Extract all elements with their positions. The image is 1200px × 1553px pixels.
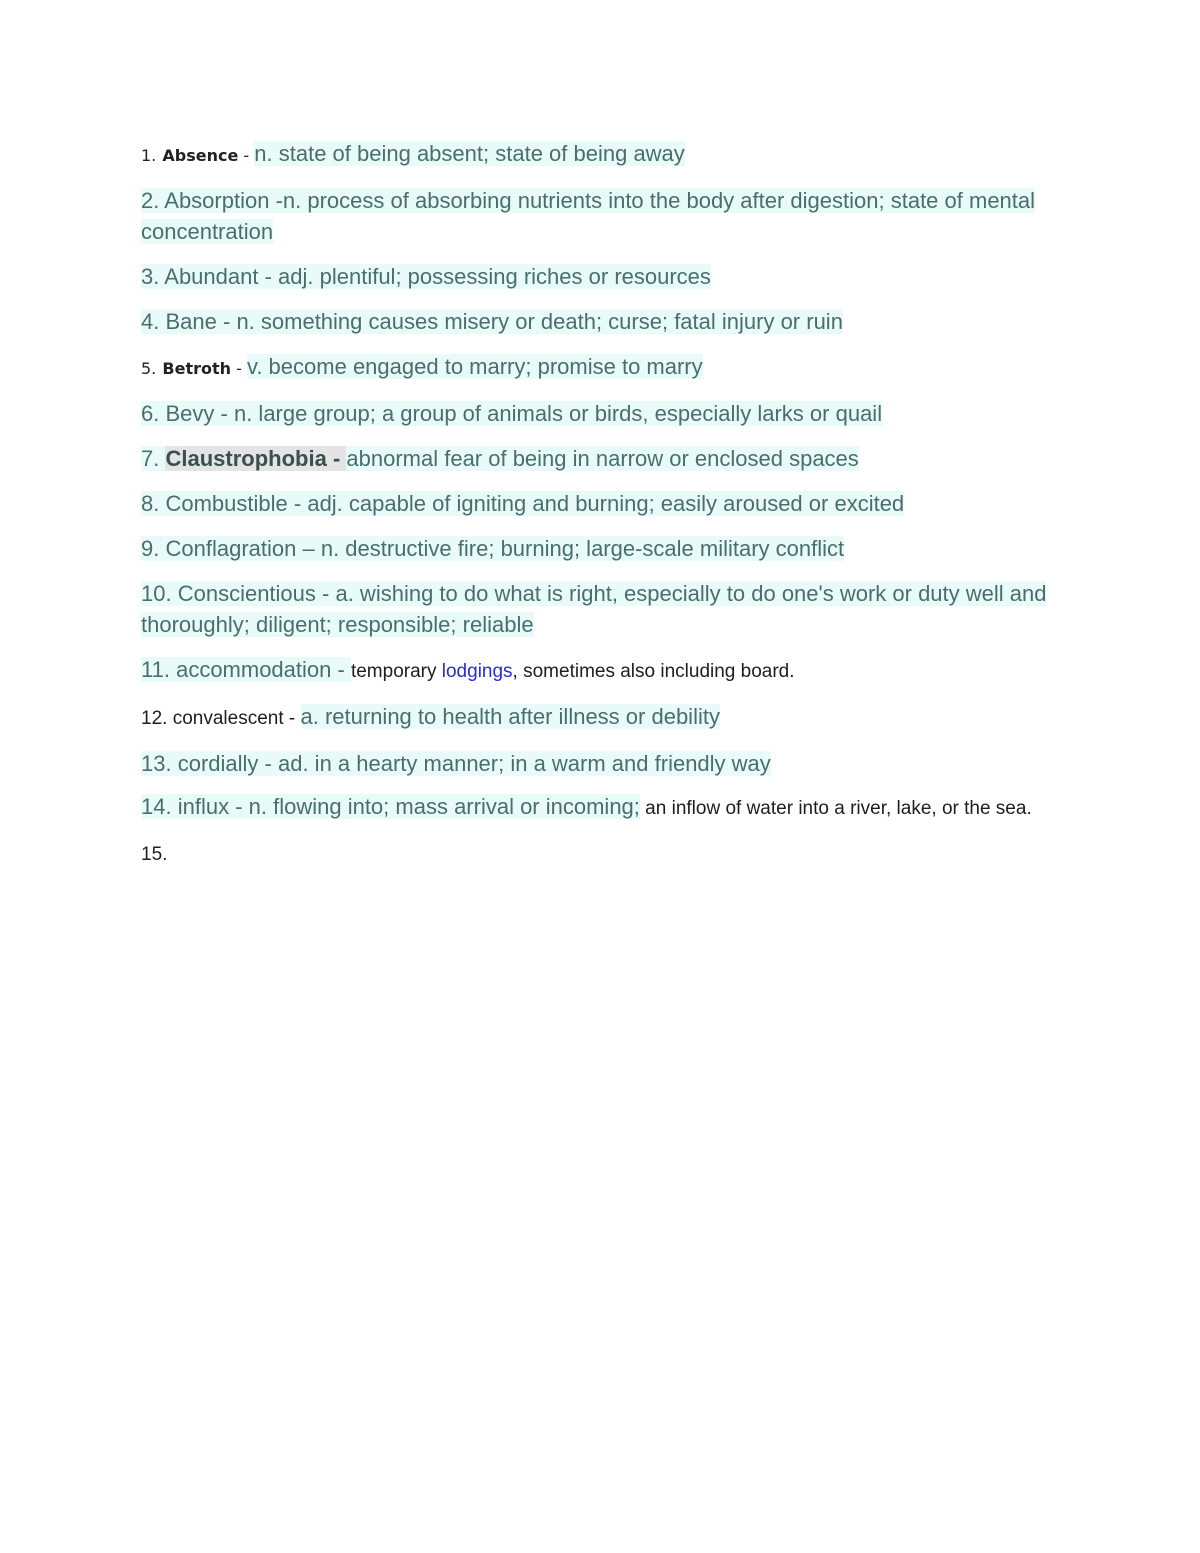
entry-number: 11. — [141, 657, 170, 682]
entry-separator: - — [283, 708, 301, 729]
entry-separator: - — [258, 751, 278, 776]
entry-number: 3. — [141, 264, 160, 289]
list-item — [141, 306, 1066, 337]
list-item — [141, 701, 1066, 734]
entry-definition: a. returning to health after illness or debility — [300, 704, 720, 729]
entry-number: 6. — [141, 401, 160, 426]
list-item — [141, 398, 1066, 429]
entry-separator: - — [229, 794, 249, 819]
entry-definition: a. wishing to do what is right, especially to do one's work or duty well and thoroughly; diligent; responsible; reliable — [141, 581, 1047, 637]
entry-word: Absence — [162, 146, 239, 165]
entry-number: 12. — [141, 708, 168, 729]
entry-number: 8. — [141, 491, 160, 516]
entry-word: Conflagration — [165, 536, 297, 561]
lodgings-link[interactable]: lodgings — [441, 661, 513, 682]
entry-definition: n. large group; a group of animals or birds, especially larks or quail — [233, 401, 883, 426]
entry-word: Conscientious — [177, 581, 316, 606]
entry-separator: - — [258, 264, 279, 289]
entry-separator: - — [326, 446, 347, 471]
list-item — [141, 578, 1066, 640]
entry-definition: ad. in a hearty manner; in a warm and friendly way — [277, 751, 771, 776]
entry-word: Abundant — [164, 264, 259, 289]
list-item — [141, 654, 1066, 687]
entry-definition: v. become engaged to marry; promise to marry — [246, 354, 703, 379]
entry-definition-extra: an inflow of water into a river, lake, or the sea. — [639, 798, 1032, 819]
entry-word: Betroth — [162, 359, 232, 378]
list-item — [141, 793, 1066, 823]
entry-word: Bevy — [165, 401, 215, 426]
entry-separator: - — [238, 146, 255, 165]
entry-definition: n. state of being absent; state of being away — [254, 141, 685, 166]
entry-definition: abnormal fear of being in narrow or enclosed spaces — [346, 446, 859, 471]
entry-word: accommodation — [176, 657, 332, 682]
entry-number: 10. — [141, 581, 172, 606]
list-item — [141, 488, 1066, 519]
entry-word: cordially — [177, 751, 259, 776]
entry-separator: - — [216, 309, 237, 334]
entry-definition: n. flowing into; mass arrival or incoming; — [248, 794, 640, 819]
entry-number: 13. — [141, 751, 172, 776]
entry-word: convalescent — [172, 708, 284, 729]
list-item — [141, 185, 1066, 247]
entry-number: 7. — [141, 446, 160, 471]
entry-separator: - — [231, 359, 247, 378]
entry-word: Absorption — [164, 188, 270, 213]
entry-definition: n. destructive fire; burning; large-scale military conflict — [320, 536, 845, 561]
list-item — [141, 533, 1066, 564]
entry-definition: temporary — [350, 661, 442, 682]
entry-number: 4. — [141, 309, 160, 334]
entry-separator: - — [287, 491, 308, 516]
entry-number: 14. — [141, 794, 172, 819]
entry-separator: - — [315, 581, 336, 606]
list-item — [141, 837, 1066, 870]
vocabulary-list — [141, 138, 1066, 884]
list-item — [141, 261, 1066, 292]
entry-number: 5. — [141, 359, 157, 378]
entry-separator: - — [331, 657, 351, 682]
list-item — [141, 443, 1066, 474]
entry-number: 9. — [141, 536, 160, 561]
entry-separator: – — [296, 536, 321, 561]
entry-number: 1. — [141, 146, 157, 165]
entry-definition: n. process of absorbing nutrients into the body after digestion; state of mental concentration — [141, 188, 1036, 244]
list-item — [141, 748, 1066, 779]
entry-number: 15. — [141, 844, 168, 865]
list-item — [141, 138, 1066, 171]
entry-definition: adj. capable of igniting and burning; easily aroused or excited — [307, 491, 905, 516]
entry-definition-tail: , sometimes also including board. — [512, 661, 795, 682]
list-item — [141, 351, 1066, 384]
entry-definition: adj. plentiful; possessing riches or resources — [278, 264, 711, 289]
entry-separator: - — [214, 401, 234, 426]
entry-word: Combustible — [165, 491, 288, 516]
entry-word: Bane — [165, 309, 217, 334]
entry-word: influx — [177, 794, 230, 819]
entry-word: Claustrophobia — [165, 446, 327, 471]
entry-number: 2. — [141, 188, 160, 213]
entry-separator: - — [269, 188, 283, 213]
entry-definition: n. something causes misery or death; curse; fatal injury or ruin — [236, 309, 843, 334]
